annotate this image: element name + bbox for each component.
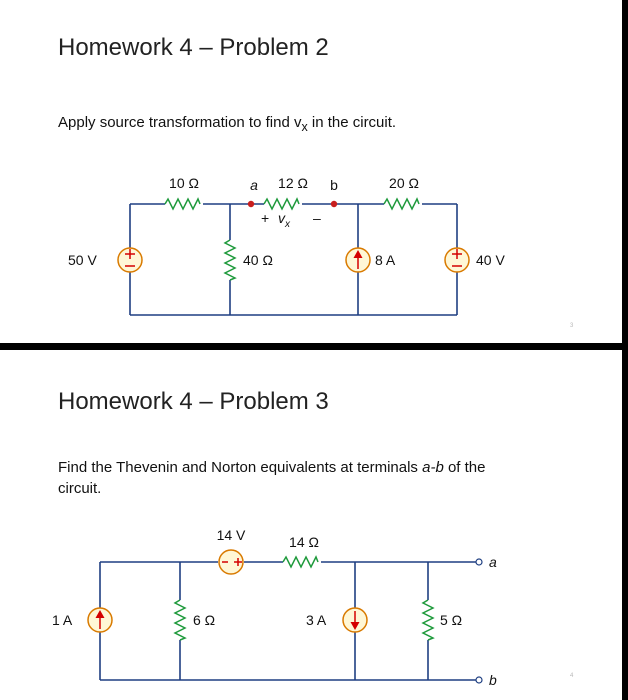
instruction-text: Find the Thevenin and Norton equivalents at terminals bbox=[58, 459, 423, 476]
current-source-3a-label: 3 A bbox=[306, 612, 327, 628]
resistor-10-ohm bbox=[165, 199, 200, 209]
current-source-8a bbox=[346, 248, 370, 272]
voltage-source-50v bbox=[118, 248, 142, 272]
resistor-5-ohm bbox=[423, 600, 433, 640]
resistor-20-ohm bbox=[384, 199, 419, 209]
resistor-14-ohm-label: 14 Ω bbox=[289, 534, 319, 550]
instruction-text-end: in the circuit. bbox=[307, 114, 397, 131]
resistor-6-ohm bbox=[175, 600, 185, 640]
current-source-1a-label: 1 A bbox=[52, 612, 73, 628]
node-a-label: a bbox=[250, 177, 258, 193]
terminal-b-label: b bbox=[489, 672, 497, 688]
resistor-14-ohm bbox=[283, 557, 318, 567]
voltage-source-50v-label: 50 V bbox=[68, 252, 97, 268]
voltage-source-40v-label: 40 V bbox=[476, 252, 505, 268]
terminal-b bbox=[476, 677, 482, 683]
vx-label bbox=[278, 210, 291, 230]
resistor-40-ohm-label: 40 Ω bbox=[243, 252, 273, 268]
node-a bbox=[248, 201, 254, 207]
resistor-40-ohm bbox=[225, 240, 235, 280]
terminal-a bbox=[476, 559, 482, 565]
current-source-8a-label: 8 A bbox=[375, 252, 396, 268]
circuit-diagram-problem-3 bbox=[0, 350, 622, 700]
voltage-source-14v-label: 14 V bbox=[216, 527, 246, 543]
page-number: 3 bbox=[570, 323, 574, 329]
voltage-source-40v bbox=[445, 248, 469, 272]
vx-variable: v bbox=[278, 210, 285, 226]
instruction-terminals: a-b bbox=[422, 459, 444, 476]
resistor-12-ohm-label: 12 Ω bbox=[278, 175, 308, 191]
current-source-3a bbox=[343, 608, 367, 632]
vx-subscript: x bbox=[285, 219, 290, 230]
node-b bbox=[331, 201, 337, 207]
instruction-text: Apply source transformation to find v bbox=[58, 114, 302, 131]
slide-problem-2 bbox=[0, 0, 622, 343]
resistor-5-ohm-label: 5 Ω bbox=[440, 612, 463, 628]
problem-3-title: Homework 4 – Problem 3 bbox=[58, 388, 329, 415]
resistor-6-ohm-label: 6 Ω bbox=[193, 612, 216, 628]
problem-2-title: Homework 4 – Problem 2 bbox=[58, 34, 329, 61]
instruction-text-end: of the circuit. bbox=[58, 459, 486, 497]
vx-polarity-minus: – bbox=[313, 210, 321, 226]
voltage-source-14v bbox=[219, 550, 243, 574]
page-number: 4 bbox=[570, 673, 574, 679]
resistor-20-ohm-label: 20 Ω bbox=[389, 175, 419, 191]
circuit-diagram-problem-2 bbox=[0, 0, 622, 343]
current-source-1a bbox=[88, 608, 112, 632]
resistor-10-ohm-label: 10 Ω bbox=[169, 175, 199, 191]
resistor-12-ohm bbox=[264, 199, 299, 209]
terminal-a-label: a bbox=[489, 554, 497, 570]
node-b-label: b bbox=[330, 177, 338, 193]
slide-problem-3 bbox=[0, 350, 622, 700]
instruction-subscript: x bbox=[301, 120, 308, 134]
vx-polarity-plus: + bbox=[261, 210, 270, 226]
